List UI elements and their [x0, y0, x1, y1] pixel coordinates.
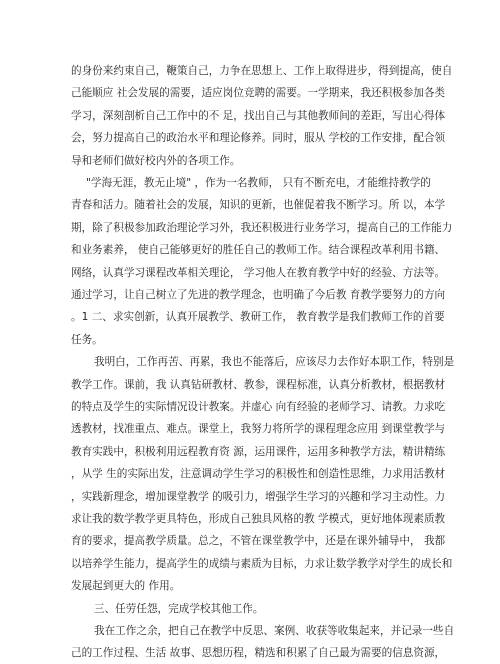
paragraph-line: 通过学习，让自己树立了先进的教学理念，也明确了今后教 育教学要努力的方向 [71, 289, 446, 301]
paragraph-line: 的身份来约束自己，鞭策自己，力争在思想上、工作上取得进步，得到提高，使自 [71, 65, 453, 77]
paragraph-line: 会，努力提高自己的政治水平和理论修养。同时，服从 学校的工作安排，配合领 [71, 132, 446, 145]
paragraph-line: 青春和活力。随着社会的发展，知识的更新，也催促着我不断学习。所 以，本学 [71, 199, 446, 212]
paragraph-line: 己能顺应 社会发展的需要，适应岗位竞聘的需要。一学期来，我还积极参加各类 [71, 87, 446, 100]
paragraph-line: 己的工作过程、生活 故事、思想历程，精选和积累了自己最为需要的信息资源， [71, 647, 446, 660]
paragraph-line: 任务。 [71, 333, 103, 346]
paragraph-line: 。1 二、求实创新，认真开展教学、教研工作， 教育教学是我们教师工作的首要 [71, 311, 445, 324]
section-heading: 三、任劳任怨，完成学校其他工作。 [94, 602, 264, 615]
paragraph-line: 网络，认真学习课程改革相关理论， 学习他人在教育教学中好的经验、方法等。 [71, 266, 446, 279]
paragraph-line: 求让我的数学教学更具特色，形成自己独具风格的教 学模式，更好地体现素质教 [71, 513, 446, 525]
paragraph-line: 教育实践中，积极利用远程教育资 源，运用课件，运用多种教学方法，精讲精练 [71, 445, 446, 458]
paragraph-line: 的特点及学生的实际情况设计教案。并虚心 向有经验的老师学习、请教。力求吃 [71, 401, 446, 413]
paragraph-line: 导和老师们做好校内外的各项工作。 [71, 154, 241, 167]
paragraph-line: ，实践新理念，增加课堂教学 的吸引力，增强学生学习的兴趣和学习主动性。力 [71, 490, 446, 503]
paragraph-line: 我在工作之余，把自己在教学中反思、案例、收获等收集起来，并记录一些自 [94, 625, 455, 637]
paragraph-line: 教学工作。课前，我 认真钻研教材、教参，课程标准，认真分析教材，根据教材 [71, 378, 446, 391]
paragraph-line: 期，除了积极参加政治理论学习外，我还积极进行业务学习，提高自己的工作能力 [71, 221, 453, 234]
paragraph-line: 发展起到更大的 作用。 [71, 580, 181, 593]
paragraph-line: 我明白，工作再苦、再累，我也不能落后，应该尽力去作好本职工作，特别是 [94, 356, 455, 369]
paragraph-line: 透教材，找准重点、难点。课堂上，我努力将所学的课程理念应用 到课堂教学与 [71, 423, 446, 436]
paragraph-line: 以培养学生能力，提高学生的成绩与素质为目标，力求让数学教学对学生的成长和 [71, 557, 453, 570]
paragraph-line: 和业务素养， 使自己能够更好的胜任自己的教师工作。结合课程改革利用书籍、 [71, 244, 446, 257]
paragraph-line: ，从学 生的实际出发，注意调动学生学习的积极性和创造性思维，力求用活教材 [71, 468, 446, 481]
paragraph-line: "学海无涯，教无止境" ，作为一名教师， 只有不断充电，才能维持教学的 [86, 177, 431, 189]
paragraph-line: 学习，深刻剖析自己工作中的不 足，找出自己与其他教师间的差距，写出心得体 [71, 109, 446, 122]
paragraph-line: 育的要求，提高教学质量。总之，不管在课堂教学中，还是在课外辅导中， 我都 [71, 535, 446, 548]
